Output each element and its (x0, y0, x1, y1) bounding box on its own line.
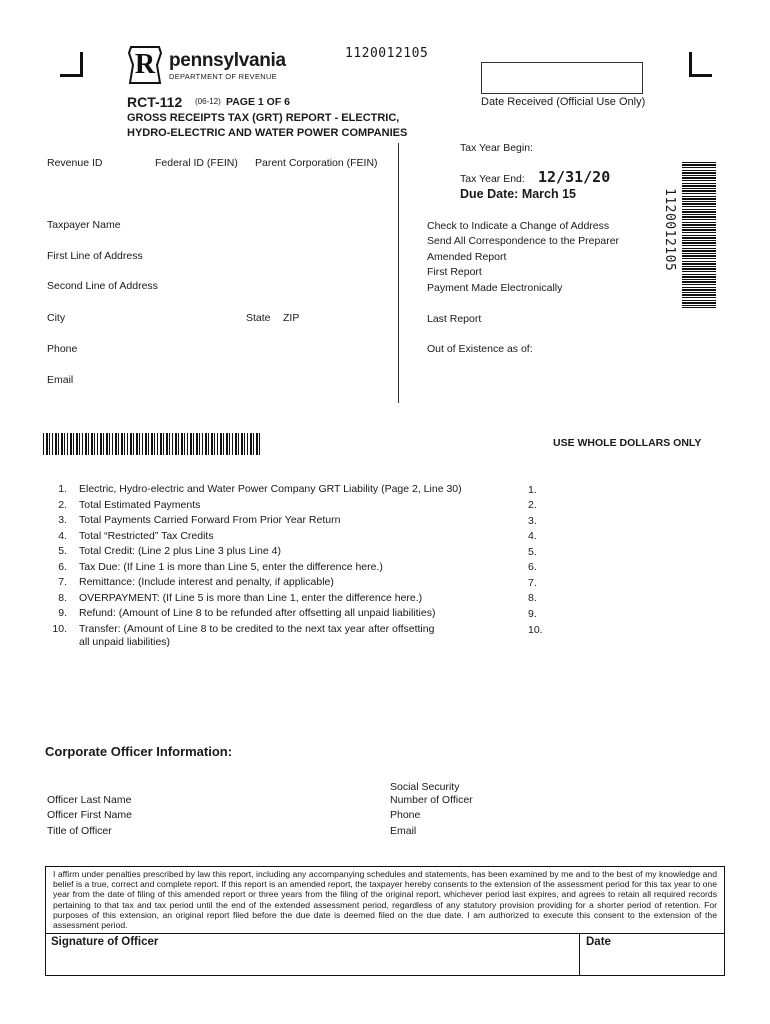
line-amount-ref[interactable]: 5. (528, 546, 537, 558)
officer-title-label: Title of Officer (47, 825, 112, 837)
line-amount-ref[interactable]: 7. (528, 577, 537, 589)
line-number: 4. (58, 530, 67, 542)
line-description: Refund: (Amount of Line 8 to be refunded after offsetting all unpaid liabilities) (79, 607, 436, 619)
due-date: Due Date: March 15 (460, 187, 577, 201)
form-number: RCT-112 (127, 94, 183, 110)
department-name: DEPARTMENT OF REVENUE (169, 72, 277, 81)
line-amount-ref[interactable]: 10. (528, 624, 543, 636)
line-description: Total “Restricted” Tax Credits (79, 530, 214, 542)
officer-ssn-label-line2: Number of Officer (390, 794, 473, 806)
check-last-report[interactable]: Last Report (427, 313, 482, 325)
check-amended-report[interactable]: Amended Report (427, 251, 507, 263)
main-barcode (43, 433, 261, 455)
revenue-id-label: Revenue ID (47, 157, 103, 169)
parent-corp-label: Parent Corporation (FEIN) (255, 157, 378, 169)
zip-label: ZIP (283, 312, 300, 324)
officer-phone-label: Phone (390, 809, 421, 821)
officer-first-name-label: Officer First Name (47, 809, 132, 821)
page-label: PAGE 1 OF 6 (226, 96, 290, 108)
date-field[interactable] (581, 934, 724, 976)
affirmation-text: I affirm under penalties prescribed by law this report, including any accompanying schedules and statements, has been examined by me and to the best of my knowledge and belief is a true, correct and complete report. If this report is an amended report, the taxpayer hereby consents to the extension of the assessment period for this tax year to one year from the date of filing of this amended report or three years from the filing of the original report, whichever period last expires, and agrees to retain all required records pertaining to that tax and tax period until the end of the extended assessment period, regardless of any statutory provision providing for a shorter period of retention. For purposes of this extension, an original report filed before the due date is deemed filed on the due date. I am authorized to execute this consent to the extension of the assessment period. (53, 869, 717, 931)
state-name: pennsylvania (169, 50, 286, 71)
signature-field[interactable] (46, 934, 580, 976)
line-description: Remittance: (Include interest and penalty, if applicable) (79, 576, 334, 588)
line-number: 2. (58, 499, 67, 511)
tax-year-end-label: Tax Year End: (460, 173, 525, 185)
email-label: Email (47, 374, 74, 386)
line-amount-ref[interactable]: 3. (528, 515, 537, 527)
line-number: 1. (58, 483, 67, 495)
whole-dollars-note: USE WHOLE DOLLARS ONLY (553, 437, 702, 449)
keystone-logo (127, 45, 163, 85)
check-change-address[interactable]: Check to Indicate a Change of Address (427, 220, 610, 232)
form-title-line2: HYDRO-ELECTRIC AND WATER POWER COMPANIES (127, 127, 408, 139)
line-description: Total Payments Carried Forward From Prior Year Return (79, 514, 341, 526)
form-revision: (06-12) (195, 97, 221, 106)
check-send-to-preparer[interactable]: Send All Correspondence to the Preparer (427, 235, 620, 247)
line-description: Transfer: (Amount of Line 8 to be credited to the next tax year after offsetting (79, 623, 435, 635)
line-description: Tax Due: (If Line 1 is more than Line 5, enter the difference here.) (79, 561, 383, 573)
line-number: 6. (58, 561, 67, 573)
officer-last-name-label: Officer Last Name (47, 794, 132, 806)
signature-section (45, 866, 725, 976)
line-description: Total Credit: (Line 2 plus Line 3 plus Line 4) (79, 545, 281, 557)
logo-letter: R (134, 49, 156, 80)
officer-ssn-label-line1: Social Security (390, 781, 460, 793)
line-description-cont: all unpaid liabilities) (79, 636, 171, 648)
state-label: State (246, 312, 271, 324)
side-form-code: 1120012105 (662, 188, 677, 272)
date-label: Date (586, 936, 611, 948)
phone-label: Phone (47, 343, 78, 355)
signature-row (46, 933, 724, 976)
line-amount-ref[interactable]: 9. (528, 608, 537, 620)
line-amount-ref[interactable]: 1. (528, 484, 537, 496)
line-amount-ref[interactable]: 2. (528, 499, 537, 511)
side-barcode (682, 162, 716, 308)
line-number: 3. (58, 514, 67, 526)
line-amount-ref[interactable]: 4. (528, 530, 537, 542)
form-title-line1: GROSS RECEIPTS TAX (GRT) REPORT - ELECTRIC, (127, 112, 400, 124)
line-number: 8. (58, 592, 67, 604)
check-first-report[interactable]: First Report (427, 266, 482, 278)
line-description: OVERPAYMENT: (If Line 5 is more than Line 1, enter the difference here.) (79, 592, 423, 604)
line-description: Electric, Hydro-electric and Water Power Company GRT Liability (Page 2, Line 30) (79, 483, 462, 495)
address1-label: First Line of Address (47, 250, 143, 262)
line-amount-ref[interactable]: 6. (528, 561, 537, 573)
section-divider (398, 143, 399, 403)
line-number: 9. (58, 607, 67, 619)
officer-email-label: Email (390, 825, 417, 837)
taxpayer-name-label: Taxpayer Name (47, 219, 121, 231)
officer-heading: Corporate Officer Information: (45, 744, 233, 759)
form-code-top: 1120012105 (345, 46, 429, 61)
corner-mark-right (689, 52, 712, 77)
date-received-box[interactable] (481, 62, 643, 94)
out-of-existence-label: Out of Existence as of: (427, 343, 533, 355)
tax-year-end-value: 12/31/20 (538, 168, 611, 186)
signature-label: Signature of Officer (51, 936, 159, 948)
line-number: 10. (52, 623, 67, 635)
federal-id-label: Federal ID (FEIN) (155, 157, 238, 169)
tax-year-begin-label: Tax Year Begin: (460, 142, 533, 154)
city-label: City (47, 312, 66, 324)
corner-mark-left (60, 52, 83, 77)
line-number: 5. (58, 545, 67, 557)
address2-label: Second Line of Address (47, 280, 158, 292)
check-payment-electronic[interactable]: Payment Made Electronically (427, 282, 563, 294)
line-number: 7. (58, 576, 67, 588)
date-received-label: Date Received (Official Use Only) (481, 96, 646, 108)
line-description: Total Estimated Payments (79, 499, 201, 511)
line-amount-ref[interactable]: 8. (528, 592, 537, 604)
